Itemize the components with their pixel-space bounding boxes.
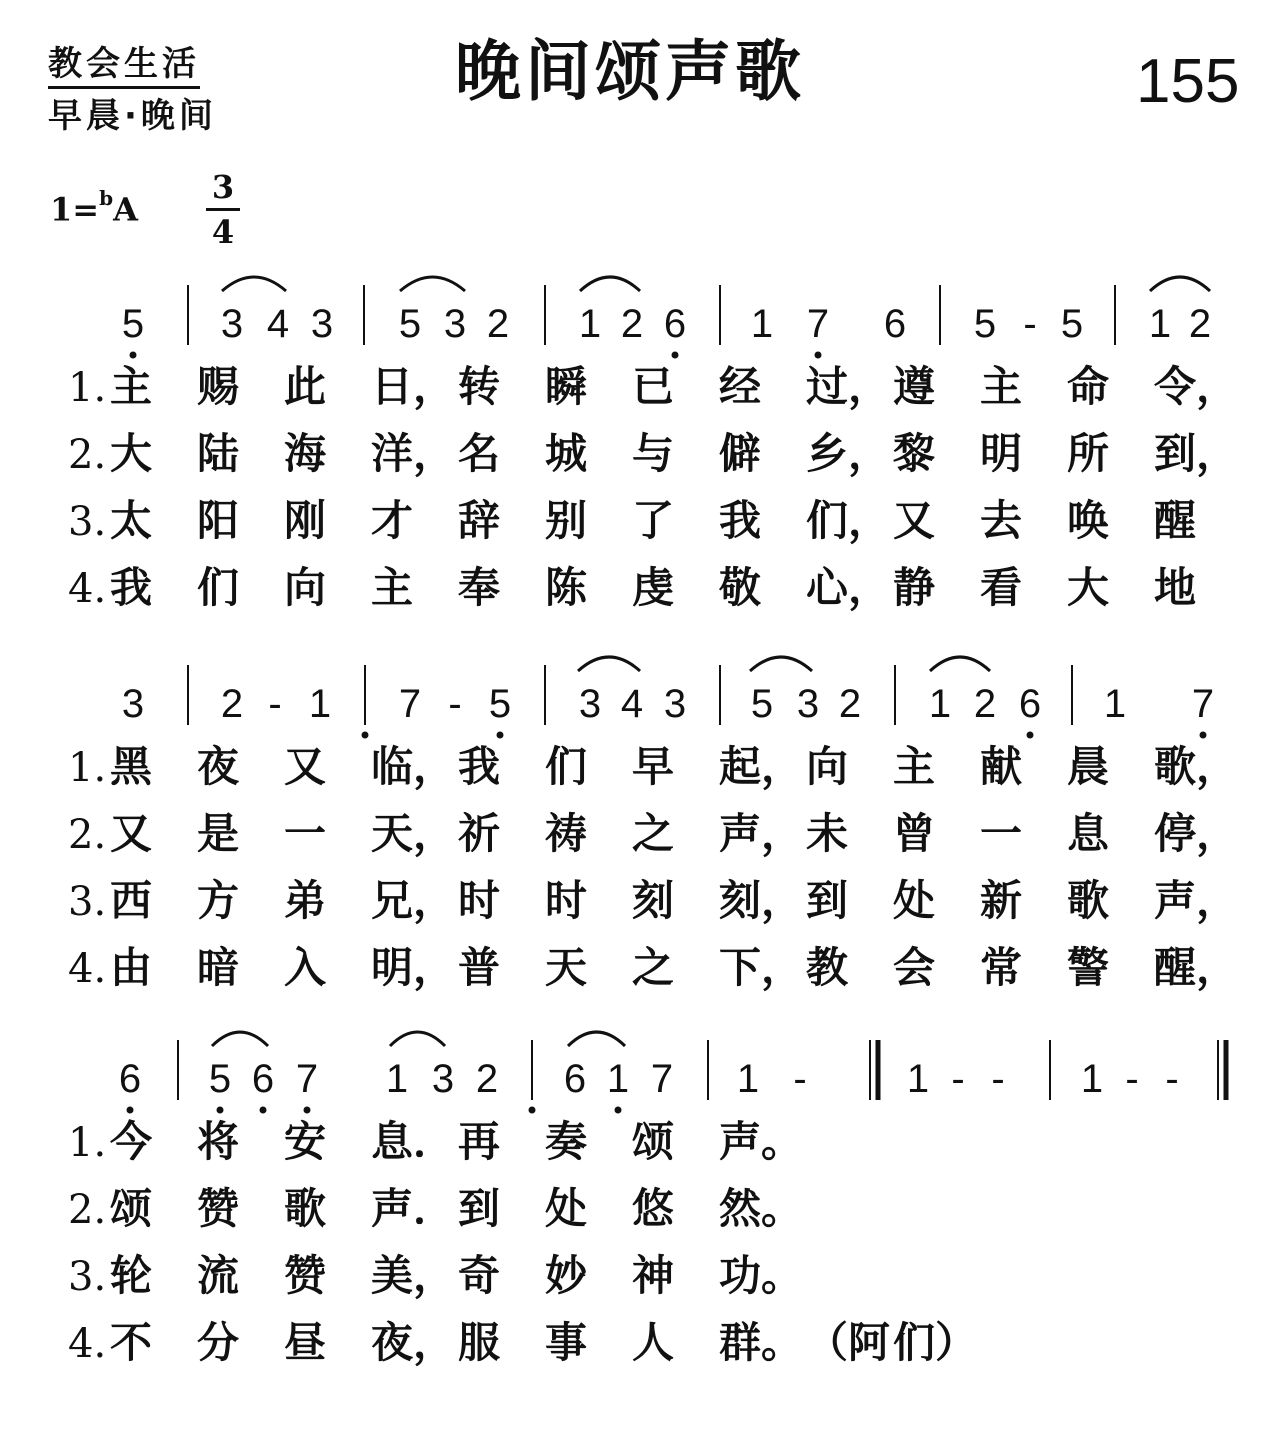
note-5: 5 [398,302,422,346]
lower-octave-dot [362,732,369,739]
lyric-syllable: 夜 [197,742,240,791]
lyric-syllable: 一 [284,809,327,858]
lyric-line [68,1184,806,1235]
lyric-syllable: 刚 [284,496,327,545]
lower-octave-dot [1200,732,1207,739]
lyric-syllable: 曾 [893,809,936,858]
lyric-syllable: 们 [197,563,240,612]
lyric-syllable: 临， [371,742,456,791]
lyric-syllable: 神 [632,1251,675,1300]
lyric-syllable: 事 [545,1318,588,1367]
note-2: 2 [475,1057,499,1101]
lyric-syllable: 们） [893,1318,978,1367]
note-7: 7 [806,302,830,346]
slur [1150,277,1210,291]
slur [212,1032,268,1046]
lyric-syllable: 别 [545,496,588,545]
lyric-syllable: 日， [371,362,456,411]
lyric-line [68,1251,806,1302]
lyric-syllable: 天， [371,809,456,858]
lyric-syllable: 过， [806,362,891,411]
lyric-syllable: 刻 [632,876,675,925]
note-5: 5 [1060,302,1084,346]
note-1: 1 [385,1057,409,1101]
lyric-syllable: 才 [371,496,414,545]
lyric-line [68,1318,980,1369]
lyric-syllable: 夜， [371,1318,456,1367]
lyric-syllable: 之 [632,809,675,858]
lyric-syllable: 大 [1067,563,1110,612]
verse-number: 3. [68,879,107,925]
lyric-line [68,563,1241,614]
lyric-syllable: 敬 [719,563,762,612]
lyric-syllable: 停， [1154,809,1239,858]
lyric-syllable: 颂 [632,1117,675,1166]
lyric-line [68,943,1241,994]
lower-octave-dot [615,1107,622,1114]
lower-octave-dot [815,352,822,359]
lyric-syllable: 暗 [197,943,240,992]
note-1: 1 [928,682,952,726]
lyric-line [68,742,1241,793]
lyric-syllable: 分 [197,1318,240,1367]
note-5: 5 [208,1057,232,1101]
lyric-syllable: 此 [284,362,327,411]
verse-number: 1. [68,365,107,411]
lyric-syllable: 奏 [545,1117,588,1166]
lyric-syllable: 名 [458,429,501,478]
lyric-syllable: （阿 [806,1318,891,1367]
note-1: 1 [1103,682,1127,726]
note-dash: - [1023,302,1037,346]
note-3: 3 [431,1057,455,1101]
verse-number: 2. [68,432,107,478]
lower-octave-dot [127,1107,134,1114]
lyric-syllable: 又 [284,742,327,791]
key-prefix: 1= [50,190,100,229]
lyric-syllable: 奇 [458,1251,501,1300]
verse-number: 1. [68,1120,107,1166]
key-note: A [113,190,138,229]
lyric-syllable: 太 [110,496,153,545]
lower-octave-dot [304,1107,311,1114]
lyric-syllable: 起， [719,742,804,791]
note-6: 6 [118,1057,142,1101]
slur [390,1032,445,1046]
lyric-syllable: 阳 [197,496,240,545]
lyric-syllable: 昼 [284,1318,327,1367]
lyric-syllable: 转 [458,362,501,411]
lyric-syllable: 醒 [1154,496,1197,545]
lyric-syllable: 妙 [545,1251,588,1300]
lower-octave-dot [672,352,679,359]
lyric-syllable: 们， [806,496,891,545]
lyric-syllable: 经 [719,362,762,411]
lyric-syllable: 陆 [197,429,240,478]
lyric-syllable: 洋， [371,429,456,478]
lyric-syllable: 声， [1154,876,1239,925]
lyric-syllable: 主 [110,362,153,411]
lyric-syllable: 群。 [719,1318,804,1367]
lyric-syllable: 服 [458,1318,501,1367]
slur [578,657,640,671]
lyric-syllable: 主 [371,563,414,612]
slur [750,657,812,671]
lyric-syllable: 祷 [545,809,588,858]
lyric-syllable: 明， [371,943,456,992]
lyric-syllable: 明 [980,429,1023,478]
lyric-syllable: 命 [1067,362,1110,411]
note-5: 5 [973,302,997,346]
hymn-number: 155 [1136,47,1240,116]
lyric-syllable: 向 [806,742,849,791]
lyric-syllable: 唤 [1067,496,1110,545]
note-6: 6 [1018,682,1042,726]
lower-octave-dot [1027,732,1034,739]
note-dash: - [991,1057,1005,1101]
lyric-syllable: 美， [371,1251,456,1300]
note-3: 3 [663,682,687,726]
lyric-syllable: 献 [980,742,1023,791]
lower-octave-dot [130,352,137,359]
lower-octave-dot [217,1107,224,1114]
lyric-syllable: 下， [719,943,804,992]
note-dash: - [1125,1057,1139,1101]
note-7: 7 [650,1057,674,1101]
note-dash: - [951,1057,965,1101]
note-6: 6 [563,1057,587,1101]
lyric-syllable: 刻， [719,876,804,925]
note-1: 1 [606,1057,630,1101]
lyric-syllable: 歌， [1154,742,1239,791]
verse-number: 4. [68,566,107,612]
note-1: 1 [736,1057,760,1101]
lyric-line [68,362,1241,413]
lower-octave-dot [260,1107,267,1114]
note-3: 3 [121,682,145,726]
lyric-syllable: 祈 [458,809,501,858]
note-1: 1 [308,682,332,726]
verse-number: 2. [68,1187,107,1233]
note-6: 6 [883,302,907,346]
hymn-title: 晚间颂声歌 [455,33,805,110]
lyric-syllable: 陈 [545,563,588,612]
note-2: 2 [1188,302,1212,346]
category-line-2: 早晨·晚间 [48,96,217,136]
lyric-syllable: 又 [893,496,936,545]
lyric-syllable: 教 [806,943,849,992]
lyric-syllable: 方 [197,876,240,925]
lyric-syllable: 人 [632,1318,675,1367]
note-3: 3 [796,682,820,726]
lyric-syllable: 未 [806,809,849,858]
note-dash: - [268,682,282,726]
lyric-syllable: 声， [719,809,804,858]
lyric-syllable: 天 [545,943,588,992]
note-1: 1 [1148,302,1172,346]
lyric-syllable: 悠 [632,1184,675,1233]
note-4: 4 [266,302,290,346]
lyric-syllable: 弟 [284,876,327,925]
category-line-1: 教会生活 [48,44,200,89]
lyric-syllable: 到 [806,876,849,925]
verse-number: 4. [68,946,107,992]
lyric-syllable: 息 [1067,809,1110,858]
lyric-syllable: 安 [284,1117,327,1166]
lyric-line [68,809,1241,860]
lyric-syllable: 了 [632,496,675,545]
slur [930,657,990,671]
lyric-syllable: 海 [284,429,327,478]
lyric-line [68,429,1241,480]
note-dash: - [1165,1057,1179,1101]
note-2: 2 [220,682,244,726]
lyric-syllable: 一 [980,809,1023,858]
lyric-syllable: 去 [980,496,1023,545]
lyric-syllable: 声． [371,1184,456,1233]
note-1: 1 [1080,1057,1104,1101]
lyric-syllable: 大 [110,429,153,478]
note-6: 6 [251,1057,275,1101]
note-2: 2 [838,682,862,726]
lyric-syllable: 已 [632,362,675,411]
note-3: 3 [578,682,602,726]
time-top: 3 [211,168,235,206]
lyric-syllable: 心， [806,563,891,612]
note-1: 1 [750,302,774,346]
lyric-syllable: 流 [197,1251,240,1300]
lower-octave-dot [497,732,504,739]
lyric-syllable: 僻 [719,429,762,478]
lyric-syllable: 我 [110,563,153,612]
lyric-syllable: 新 [980,876,1023,925]
lyric-syllable: 赞 [197,1184,240,1233]
lyric-syllable: 时 [545,876,588,925]
note-1: 1 [578,302,602,346]
note-6: 6 [663,302,687,346]
key-flat: b [99,186,114,210]
lyric-syllable: 令， [1154,362,1239,411]
lyric-syllable: 到， [1154,429,1239,478]
note-4: 4 [620,682,644,726]
note-7: 7 [1191,682,1215,726]
lyric-syllable: 将 [197,1117,240,1166]
lyric-syllable: 乡， [806,429,891,478]
note-3: 3 [220,302,244,346]
lyric-syllable: 向 [284,563,327,612]
lyric-syllable: 赐 [197,362,240,411]
lyric-syllable: 城 [545,429,588,478]
verse-number: 3. [68,1254,107,1300]
lyric-syllable: 轮 [110,1251,153,1300]
lyric-syllable: 地 [1154,563,1197,612]
lyric-syllable: 静 [893,563,936,612]
lyric-syllable: 处 [545,1184,588,1233]
note-2: 2 [973,682,997,726]
lyric-syllable: 主 [980,362,1023,411]
note-2: 2 [620,302,644,346]
lyric-syllable: 所 [1067,429,1110,478]
note-2: 2 [486,302,510,346]
verse-number: 3. [68,499,107,545]
lyric-syllable: 虔 [632,563,675,612]
lyric-syllable: 功。 [719,1251,804,1300]
note-dash: - [793,1057,807,1101]
lyric-syllable: 入 [284,943,327,992]
note-dash: - [448,682,462,726]
lyric-syllable: 西 [110,876,153,925]
lyric-syllable: 兄， [371,876,456,925]
lyric-line [68,876,1241,927]
lyric-syllable: 声。 [719,1117,804,1166]
lyric-syllable: 赞 [284,1251,327,1300]
lyric-syllable: 不 [110,1318,153,1367]
lyric-syllable: 瞬 [545,362,588,411]
slur [568,1032,625,1046]
note-3: 3 [443,302,467,346]
note-1: 1 [906,1057,930,1101]
lyric-syllable: 们 [545,742,588,791]
lyric-syllable: 黑 [110,742,153,791]
lyric-line [68,496,1241,547]
lyric-syllable: 之 [632,943,675,992]
lyric-syllable: 息． [371,1117,456,1166]
lyric-syllable: 我 [719,496,762,545]
lyric-line [68,1117,806,1168]
lyric-syllable: 是 [197,809,240,858]
lyric-syllable: 普 [458,943,501,992]
note-7: 7 [398,682,422,726]
lyric-syllable: 到 [458,1184,501,1233]
slur [222,277,286,291]
note-5: 5 [750,682,774,726]
lyric-syllable: 颂 [110,1184,153,1233]
verse-number: 1. [68,745,107,791]
lyric-syllable: 歌 [284,1184,327,1233]
lyric-syllable: 醒， [1154,943,1239,992]
note-5: 5 [121,302,145,346]
lyric-syllable: 又 [110,809,153,858]
lyric-syllable: 我 [458,742,501,791]
lyric-syllable: 与 [632,429,675,478]
lyric-syllable: 然。 [719,1184,804,1233]
lyric-syllable: 再 [458,1117,501,1166]
lyric-syllable: 常 [980,943,1023,992]
note-3: 3 [310,302,334,346]
verse-number: 2. [68,812,107,858]
slur [580,277,640,291]
lyric-syllable: 黎 [893,429,936,478]
note-5: 5 [488,682,512,726]
time-bottom: 4 [211,213,235,251]
lyric-syllable: 看 [980,563,1023,612]
lyric-syllable: 警 [1067,943,1110,992]
lyric-syllable: 遵 [893,362,936,411]
lyric-syllable: 处 [893,876,936,925]
lyric-syllable: 会 [893,943,936,992]
lyric-syllable: 晨 [1067,742,1110,791]
lyric-syllable: 由 [110,943,153,992]
lyric-syllable: 今 [110,1117,153,1166]
lyric-syllable: 早 [632,742,675,791]
lyric-syllable: 时 [458,876,501,925]
verse-number: 4. [68,1321,107,1367]
lyric-syllable: 歌 [1067,876,1110,925]
lower-octave-dot [529,1107,536,1114]
lyric-syllable: 辞 [458,496,501,545]
lyric-syllable: 主 [893,742,936,791]
lyric-syllable: 奉 [458,563,501,612]
note-7: 7 [295,1057,319,1101]
slur [400,277,465,291]
